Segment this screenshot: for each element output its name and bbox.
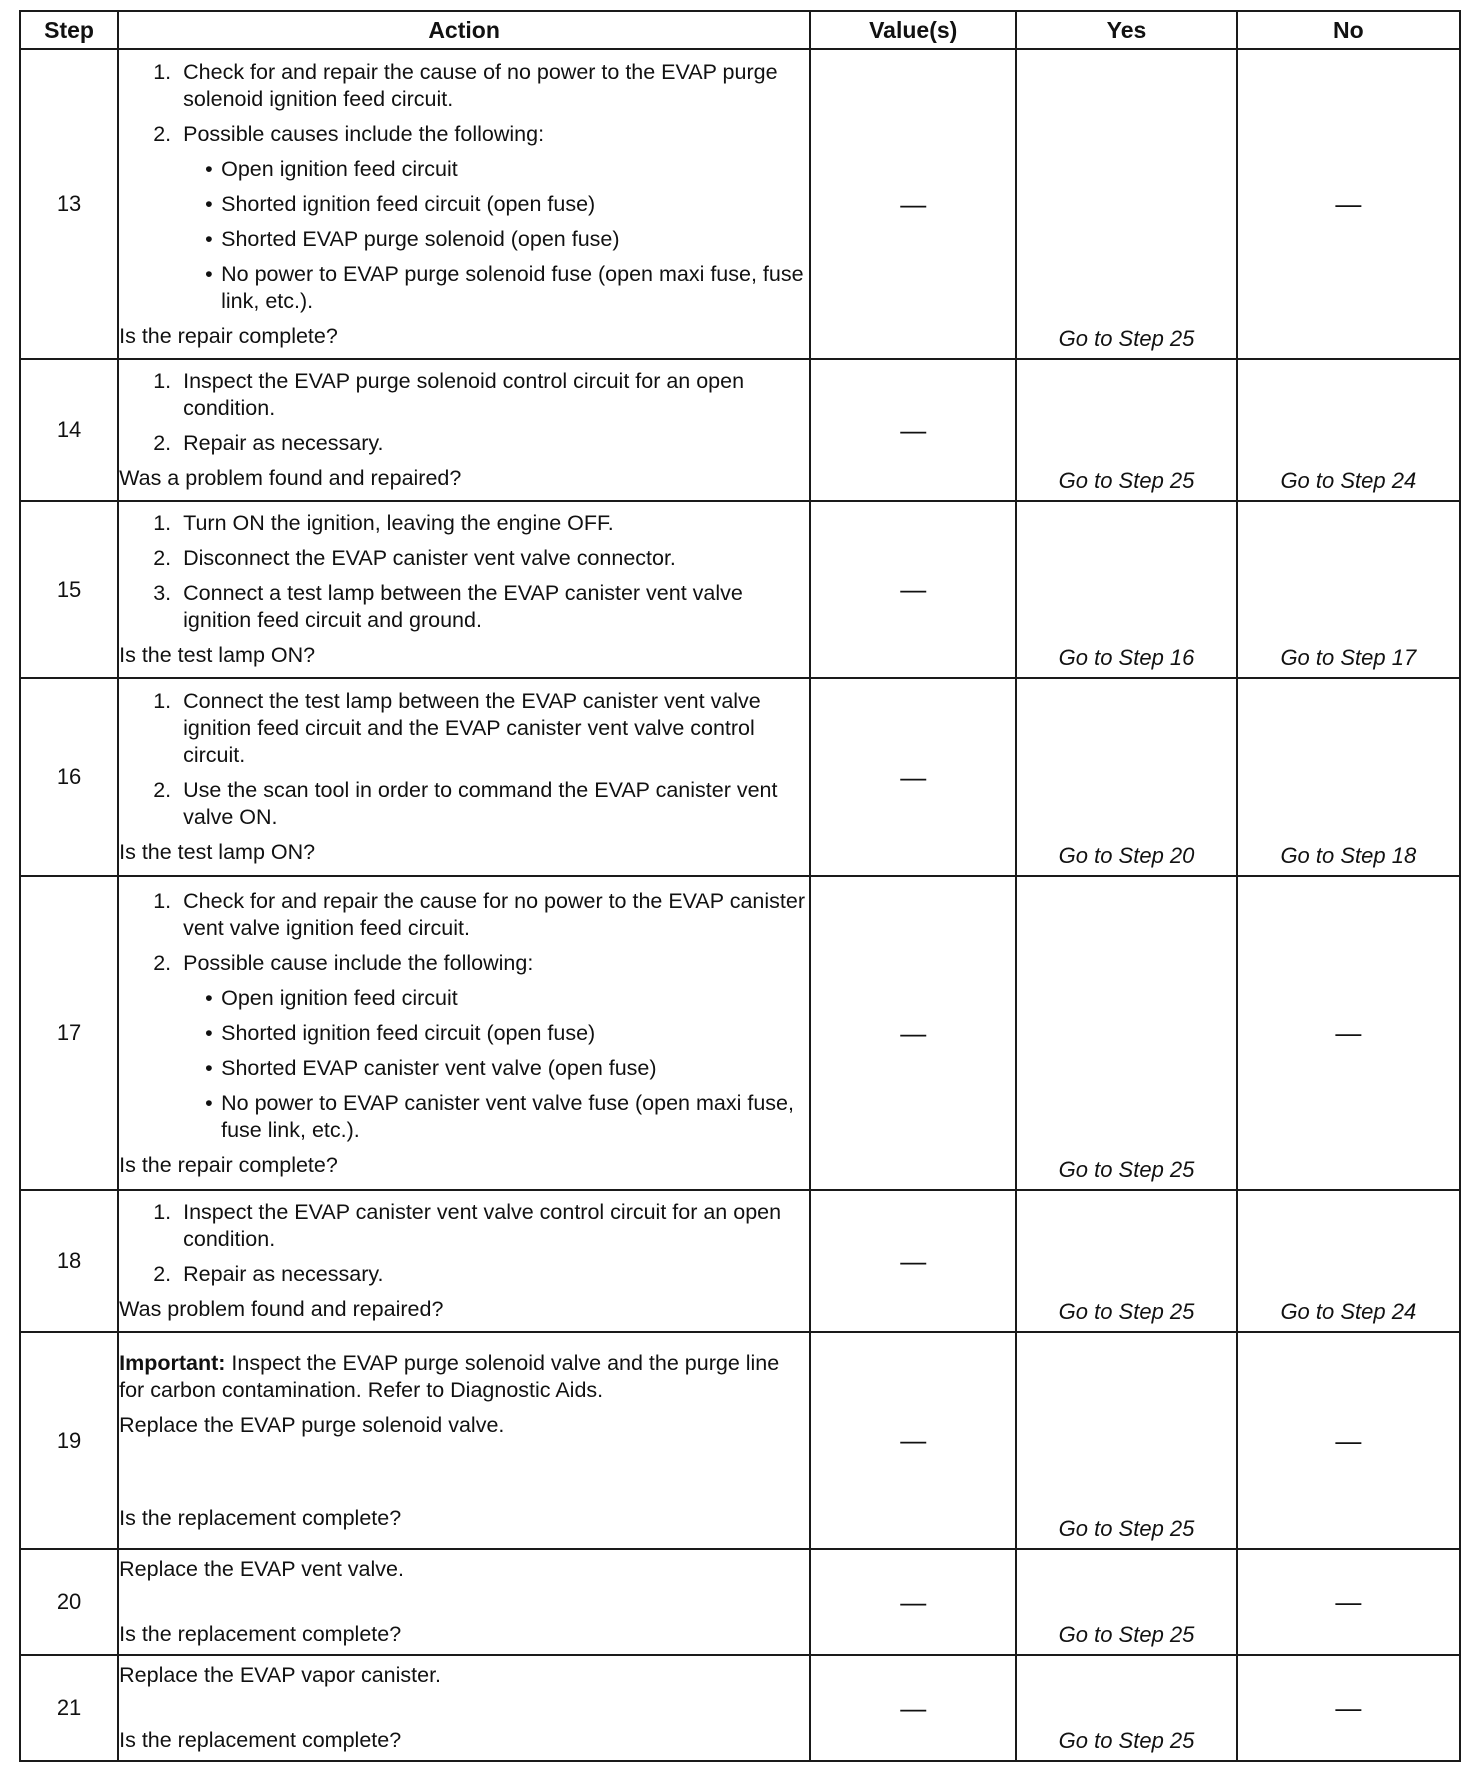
action-question: Was problem found and repaired?: [119, 1297, 444, 1321]
yes-cell: [1016, 678, 1236, 876]
no-dash: —: [1335, 1425, 1362, 1455]
yes-cell: [1016, 501, 1236, 678]
no-dash: —: [1335, 1692, 1362, 1723]
action-cell: [118, 876, 810, 1190]
step-number: 20: [20, 1549, 118, 1655]
yes-cell: [1016, 876, 1236, 1190]
yes-cell: [1016, 1190, 1236, 1332]
yes-goto: Go to Step 16: [1058, 645, 1195, 670]
cause-list: [183, 156, 809, 315]
yes-goto: Go to Step 25: [1058, 1157, 1195, 1182]
no-cell: [1237, 678, 1460, 876]
action-step: 2. Repair as necessary.: [177, 1261, 809, 1288]
action-step: 2. Repair as necessary.: [177, 430, 809, 457]
no-cell: [1237, 49, 1460, 359]
table-row: [20, 1549, 1460, 1655]
yes-goto: Go to Step 25: [1058, 326, 1195, 351]
header-row: [20, 11, 1460, 49]
important-text: Inspect the EVAP purge solenoid valve and the purge line for carbon contamination. Refer to Diagnostic Aids.: [119, 1350, 780, 1402]
table-row: [20, 876, 1460, 1190]
value-cell: —: [810, 1332, 1016, 1549]
cause-item: • Shorted ignition feed circuit (open fuse): [221, 1020, 809, 1047]
important-note: [119, 1350, 809, 1404]
action-step-text: Possible cause include the following:: [183, 950, 534, 975]
action-steps: [119, 1199, 809, 1288]
no-cell: [1237, 876, 1460, 1190]
action-instruction: Replace the EVAP vapor canister.: [119, 1663, 442, 1687]
action-instruction: Replace the EVAP vent valve.: [119, 1557, 404, 1581]
value-cell: —: [810, 1655, 1016, 1761]
cause-item: • Shorted ignition feed circuit (open fuse): [221, 191, 809, 218]
action-step: 2. Disconnect the EVAP canister vent valve connector.: [177, 545, 809, 572]
no-dash: —: [1335, 1586, 1362, 1617]
yes-cell: [1016, 359, 1236, 501]
action-step-text: Possible causes include the following:: [183, 121, 545, 146]
header-yes: Yes: [1016, 11, 1236, 49]
no-cell: [1237, 359, 1460, 501]
action-question: Is the test lamp ON?: [119, 840, 316, 864]
header-step: Step: [20, 11, 118, 49]
yes-goto: Go to Step 25: [1058, 1299, 1195, 1324]
action-cell: [118, 49, 810, 359]
cause-item: • Open ignition feed circuit: [221, 985, 809, 1012]
step-number: 18: [20, 1190, 118, 1332]
action-steps: [119, 510, 809, 634]
value-cell: —: [810, 501, 1016, 678]
cause-item: • Open ignition feed circuit: [221, 156, 809, 183]
action-cell: [118, 678, 810, 876]
action-step: 2. Use the scan tool in order to command the EVAP canister vent valve ON.: [177, 777, 809, 831]
step-number: 21: [20, 1655, 118, 1761]
action-cell: [118, 1549, 810, 1655]
table-row: [20, 1655, 1460, 1761]
no-cell: [1237, 1549, 1460, 1655]
action-question: Is the repair complete?: [119, 1152, 338, 1177]
action-step: 1. Check for and repair the cause of no power to the EVAP purge solenoid ignition feed circuit.: [177, 59, 809, 113]
table-row: [20, 501, 1460, 678]
table-row: [20, 49, 1460, 359]
cause-item: • No power to EVAP canister vent valve fuse (open maxi fuse, fuse link, etc.).: [221, 1090, 809, 1144]
no-cell: [1237, 501, 1460, 678]
yes-cell: [1016, 1549, 1236, 1655]
value-cell: —: [810, 359, 1016, 501]
no-cell: [1237, 1655, 1460, 1761]
no-cell: [1237, 1190, 1460, 1332]
action-cell: [118, 1655, 810, 1761]
yes-goto: Go to Step 25: [1058, 1728, 1195, 1753]
action-question: Was a problem found and repaired?: [119, 466, 462, 490]
cause-item: • No power to EVAP purge solenoid fuse (open maxi fuse, fuse link, etc.).: [221, 261, 809, 315]
yes-cell: [1016, 1655, 1236, 1761]
action-question: Is the repair complete?: [119, 323, 338, 348]
action-step: 1. Inspect the EVAP purge solenoid control circuit for an open condition.: [177, 368, 809, 422]
action-steps: [119, 688, 809, 831]
header-no: No: [1237, 11, 1460, 49]
header-action: Action: [118, 11, 810, 49]
step-number: 16: [20, 678, 118, 876]
cause-item: • Shorted EVAP purge solenoid (open fuse): [221, 226, 809, 253]
cause-item: • Shorted EVAP canister vent valve (open fuse): [221, 1055, 809, 1082]
header-values: Value(s): [810, 11, 1016, 49]
yes-goto: Go to Step 25: [1058, 1516, 1195, 1541]
no-cell: [1237, 1332, 1460, 1549]
step-number: 14: [20, 359, 118, 501]
yes-cell: [1016, 1332, 1236, 1549]
action-step: 1. Connect the test lamp between the EVAP canister vent valve ignition feed circuit and the EVAP canister vent valve control circuit.: [177, 688, 809, 769]
yes-goto: Go to Step 25: [1058, 1622, 1195, 1647]
action-step: 1. Inspect the EVAP canister vent valve control circuit for an open condition.: [177, 1199, 809, 1253]
action-step: 3. Connect a test lamp between the EVAP canister vent valve ignition feed circuit and ground.: [177, 580, 809, 634]
important-label: Important:: [119, 1350, 226, 1375]
action-steps: [119, 888, 809, 1144]
value-cell: —: [810, 1549, 1016, 1655]
step-number: 19: [20, 1332, 118, 1549]
diagnostic-table: [19, 10, 1461, 1762]
value-cell: —: [810, 1190, 1016, 1332]
value-cell: —: [810, 49, 1016, 359]
no-goto: Go to Step 24: [1280, 1299, 1417, 1324]
action-question: Is the test lamp ON?: [119, 643, 316, 667]
spacer: [119, 1447, 809, 1501]
action-instruction: Replace the EVAP purge solenoid valve.: [119, 1412, 505, 1437]
no-goto: Go to Step 17: [1280, 645, 1417, 670]
action-cell: [118, 1190, 810, 1332]
yes-cell: [1016, 49, 1236, 359]
action-steps: [119, 59, 809, 315]
no-goto: Go to Step 24: [1280, 468, 1417, 493]
step-number: 17: [20, 876, 118, 1190]
cause-list: [183, 985, 809, 1144]
yes-goto: Go to Step 20: [1058, 843, 1195, 868]
table-row: [20, 1332, 1460, 1549]
action-cell: [118, 501, 810, 678]
spacer: [119, 1591, 809, 1617]
action-cell: [118, 1332, 810, 1549]
value-cell: —: [810, 678, 1016, 876]
no-dash: —: [1335, 188, 1362, 219]
action-question: Is the replacement complete?: [119, 1728, 402, 1752]
table-row: [20, 678, 1460, 876]
value-cell: —: [810, 876, 1016, 1190]
table-row: [20, 359, 1460, 501]
action-step: 1. Turn ON the ignition, leaving the engine OFF.: [177, 510, 809, 537]
action-cell: [118, 359, 810, 501]
step-number: 13: [20, 49, 118, 359]
yes-goto: Go to Step 25: [1058, 468, 1195, 493]
action-question: Is the replacement complete?: [119, 1505, 402, 1530]
no-dash: —: [1335, 1017, 1362, 1048]
table-row: [20, 1190, 1460, 1332]
action-steps: [119, 368, 809, 457]
step-number: 15: [20, 501, 118, 678]
action-step: 1. Check for and repair the cause for no power to the EVAP canister vent valve ignition feed circuit.: [177, 888, 809, 942]
no-goto: Go to Step 18: [1280, 843, 1417, 868]
action-step: [177, 121, 809, 315]
spacer: [119, 1697, 809, 1723]
action-question: Is the replacement complete?: [119, 1622, 402, 1646]
action-step: [177, 950, 809, 1144]
